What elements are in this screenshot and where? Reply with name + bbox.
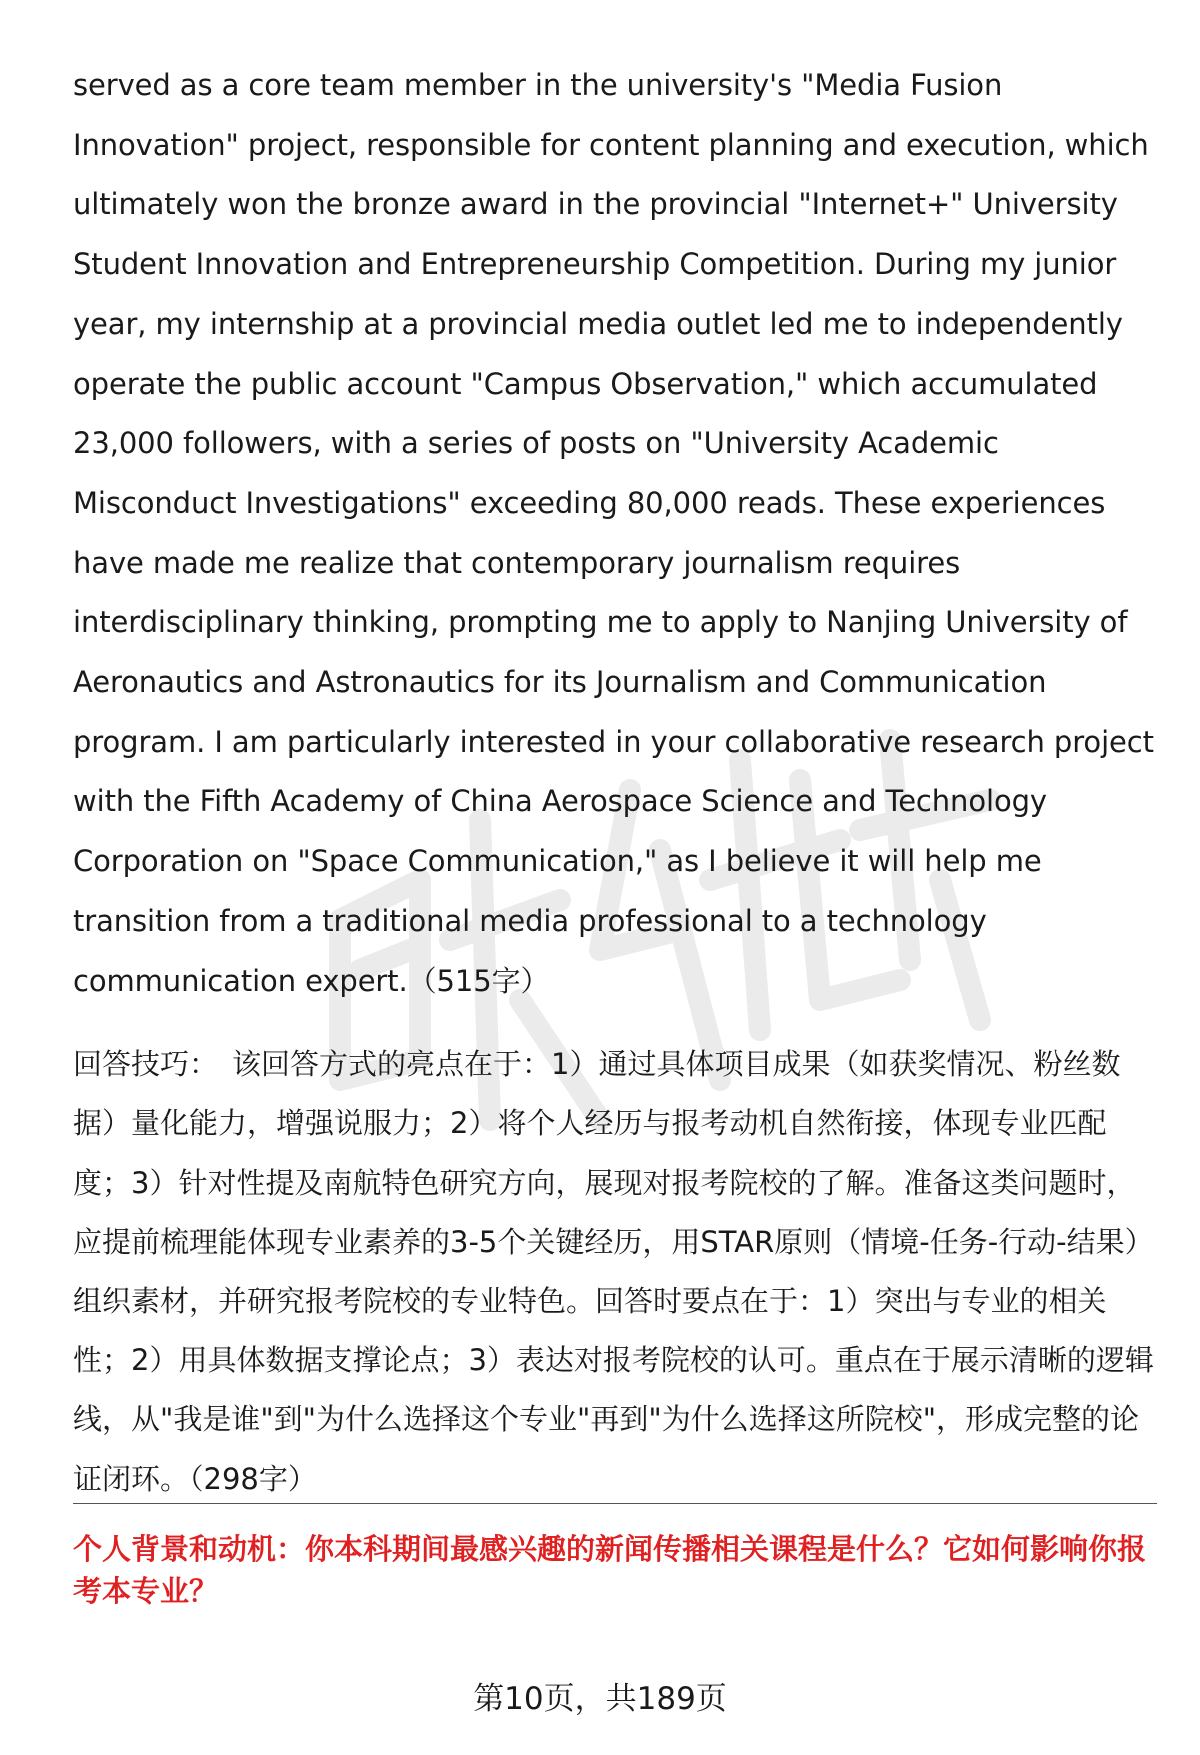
- tips-label: 回答技巧：: [73, 1047, 219, 1082]
- page-number: 第10页，共189页: [473, 1681, 727, 1717]
- tips-paragraph: [73, 1035, 1163, 1509]
- page-content: [73, 56, 1163, 1509]
- answer-paragraph: served as a core team member in the university's "Media Fusion Innovation" project, responsible for content planning and execution, which ultimately won the bronze award in the provincial "Internet+" University Student Innovation and Entrepreneurship Competition. During my junior year, my internship at a provincial media outlet led me to independently operate the public account "Campus Observation," which accumulated 23,000 followers, with a series of posts on "University Academic Misconduct Investigations" exceeding 80,000 reads. These experiences have made me realize that contemporary journalism requires interdisciplinary thinking, prompting me to apply to Nanjing University of Aeronautics and Astronautics for its Journalism and Communication program. I am particularly interested in your collaborative research project with the Fifth Academy of China Aerospace Science and Technology Corporation on "Space Communication," as I believe it will help me transition from a traditional media professional to a technology communication expert.（515字）: [73, 68, 1154, 998]
- question-heading: 个人背景和动机：你本科期间最感兴趣的新闻传播相关课程是什么？它如何影响你报考本专业？: [73, 1532, 1147, 1608]
- section-divider: [73, 1503, 1157, 1504]
- tips-text: 该回答方式的亮点在于：1）通过具体项目成果（如获奖情况、粉丝数据）量化能力，增强说服力；2）将个人经历与报考动机自然衔接，体现专业匹配度；3）针对性提及南航特色研究方向，展现对报考院校的了解。准备这类问题时，应提前梳理能体现专业素养的3-5个关键经历，用STAR原则（情境-任务-行动-结果）组织素材，并研究报考院校的专业特色。回答时要点在于：1）突出与专业的相关性；2）用具体数据支撑论点；3）表达对报考院校的认可。重点在于展示清晰的逻辑线，从"我是谁"到"为什么选择这个专业"再到"为什么选择这所院校"，形成完整的论证闭环。（298字）: [73, 1047, 1154, 1496]
